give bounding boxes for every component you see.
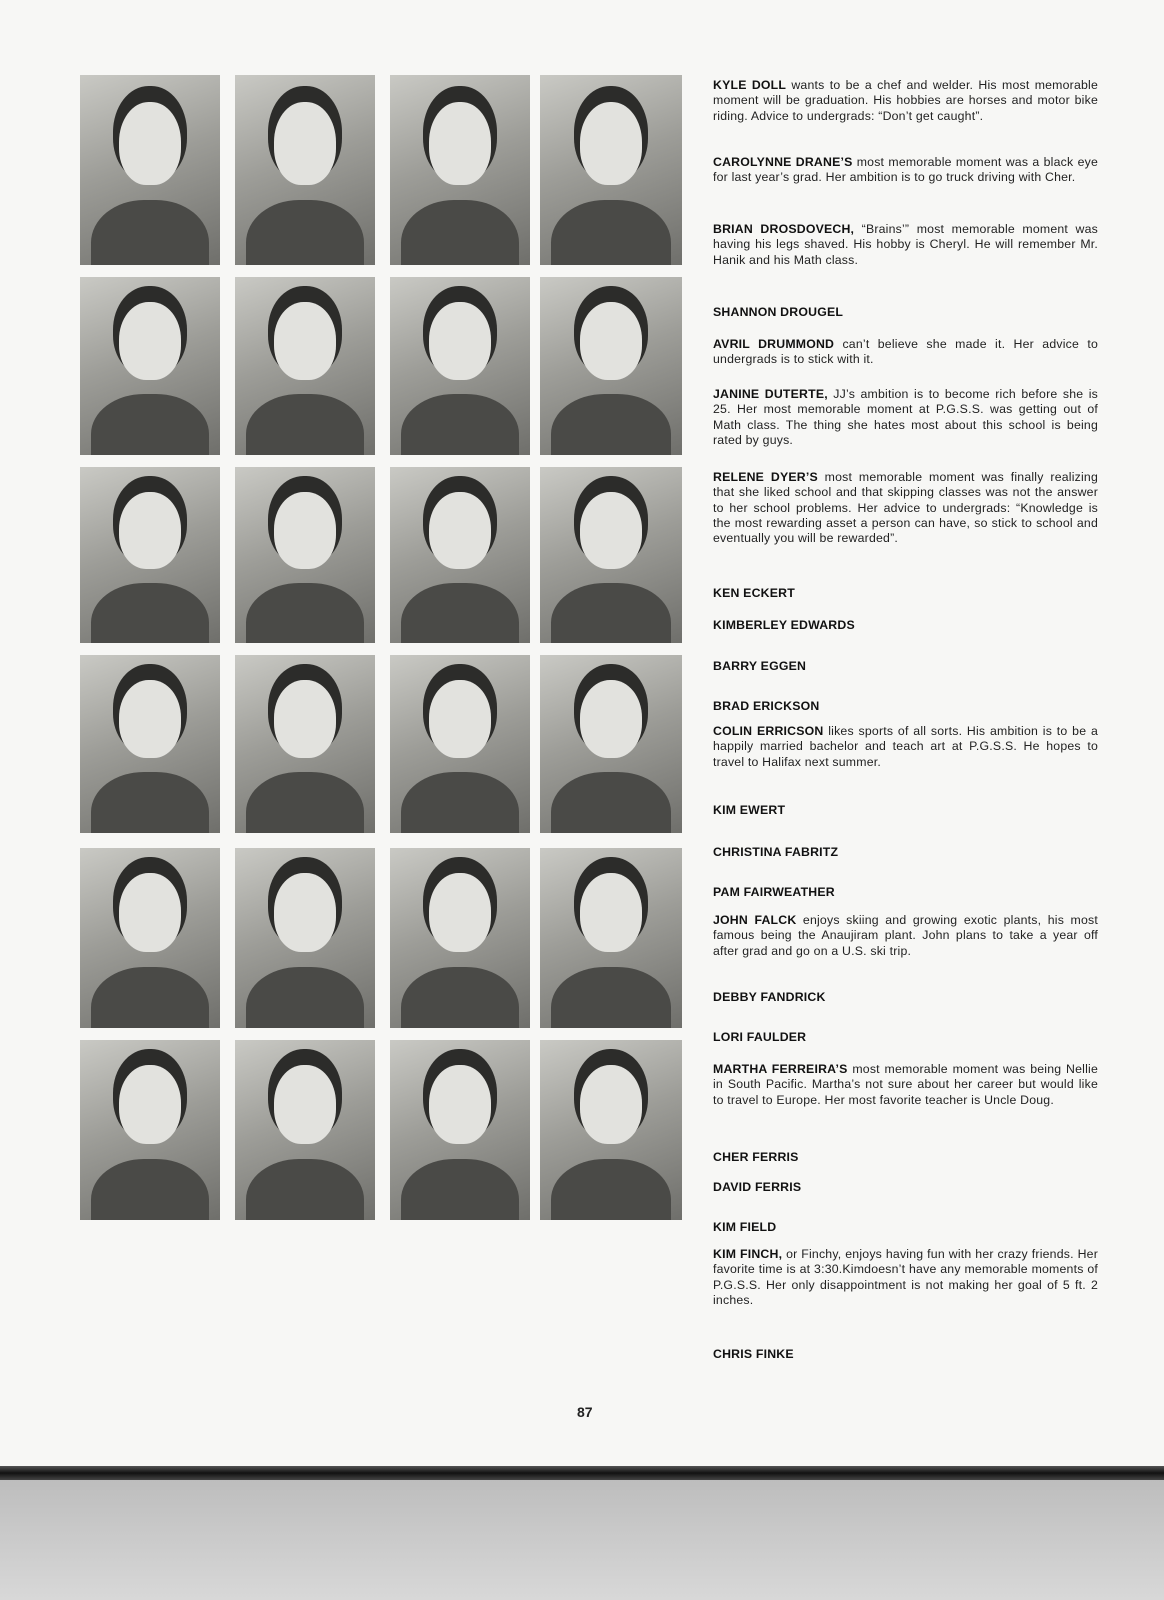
- student-portrait-photo: [390, 1040, 530, 1220]
- student-name: KIMBERLEY EDWARDS: [713, 618, 855, 632]
- student-portrait-photo: [540, 848, 682, 1028]
- student-portrait-photo: [540, 277, 682, 455]
- student-entry: [713, 155, 1098, 186]
- student-bio: JJ’s ambition is to become rich before she is 25. Her most memorable moment at P.G.S.S. was getting out of Math class. The thing she hates most about this school is being rated by guys.: [713, 387, 1099, 447]
- student-name: JANINE DUTERTE,: [713, 387, 828, 401]
- student-name: MARTHA FERREIRA’S: [713, 1062, 848, 1076]
- student-portrait-photo: [80, 467, 220, 643]
- student-name: CHRISTINA FABRITZ: [713, 845, 839, 859]
- student-entry: [713, 1062, 1098, 1108]
- student-entry: [713, 699, 1098, 714]
- student-portrait-photo: [390, 75, 530, 265]
- student-portrait-photo: [235, 655, 375, 833]
- student-entry: [713, 1220, 1098, 1235]
- student-portrait-photo: [235, 1040, 375, 1220]
- scanner-background: [0, 1480, 1164, 1600]
- student-bio: can’t believe she made it. Her advice to undergrads is to stick with it.: [713, 337, 1098, 367]
- student-portrait-photo: [235, 467, 375, 643]
- student-entry: [713, 1247, 1098, 1308]
- student-portrait-photo: [540, 467, 682, 643]
- student-name: PAM FAIRWEATHER: [713, 885, 835, 899]
- student-entry: [713, 1180, 1098, 1195]
- student-portrait-photo: [540, 75, 682, 265]
- student-bio: most memorable moment was finally realizing that she liked school and that skipping classes was not the answer to her school problems. Her advice to undergrads: “Knowledge is the most rewarding asset a person can have, so stick to school and eventually you will be rewarded”.: [713, 470, 1098, 546]
- student-entry: [713, 1150, 1098, 1165]
- student-entry: [713, 305, 1098, 320]
- student-name: DEBBY FANDRICK: [713, 990, 826, 1004]
- student-portrait-photo: [80, 75, 220, 265]
- student-name: SHANNON DROUGEL: [713, 305, 844, 319]
- student-portrait-photo: [80, 277, 220, 455]
- student-name: KIM FIELD: [713, 1220, 777, 1234]
- student-entry: [713, 618, 1098, 633]
- student-portrait-photo: [540, 1040, 682, 1220]
- student-entry: [713, 586, 1098, 601]
- student-portrait-photo: [80, 1040, 220, 1220]
- student-name: DAVID FERRIS: [713, 1180, 802, 1194]
- student-bio: “Brains’” most memorable moment was having his legs shaved. His hobby is Cheryl. He will remember Mr. Hanik and his Math class.: [713, 222, 1098, 267]
- student-portrait-photo: [540, 655, 682, 833]
- student-entry: [713, 990, 1098, 1005]
- student-portrait-photo: [80, 848, 220, 1028]
- student-name: KEN ECKERT: [713, 586, 795, 600]
- student-portrait-photo: [235, 277, 375, 455]
- student-name: BRIAN DROSDOVECH,: [713, 222, 855, 236]
- student-bio: most memorable moment was a black eye for last year’s grad. Her ambition is to go truck driving with Cher.: [713, 155, 1098, 185]
- student-name: CAROLYNNE DRANE’S: [713, 155, 853, 169]
- student-bio: enjoys skiing and growing exotic plants, his most famous being the Anaujiram plant. John plans to take a year off after grad and go on a U.S. ski trip.: [713, 913, 1098, 958]
- student-name: KIM EWERT: [713, 803, 786, 817]
- student-name: JOHN FALCK: [713, 913, 797, 927]
- student-portrait-photo: [390, 848, 530, 1028]
- student-name: RELENE DYER’S: [713, 470, 818, 484]
- student-portrait-photo: [390, 277, 530, 455]
- student-name: AVRIL DRUMMOND: [713, 337, 835, 351]
- student-bio: wants to be a chef and welder. His most memorable moment will be graduation. His hobbies are horses and motor bike riding. Advice to undergrads: “Don’t get caught”.: [713, 78, 1099, 123]
- student-name: CHER FERRIS: [713, 1150, 799, 1164]
- page-number: 87: [577, 1404, 593, 1420]
- student-entry: [713, 387, 1098, 448]
- student-entry: [713, 659, 1098, 674]
- student-portrait-photo: [235, 848, 375, 1028]
- student-entry: [713, 470, 1098, 546]
- student-entry: [713, 803, 1098, 818]
- student-name: CHRIS FINKE: [713, 1347, 794, 1361]
- student-name: BARRY EGGEN: [713, 659, 807, 673]
- student-entry: [713, 337, 1098, 368]
- student-portrait-photo: [80, 655, 220, 833]
- student-name: LORI FAULDER: [713, 1030, 807, 1044]
- student-name: BRAD ERICKSON: [713, 699, 820, 713]
- student-entry: [713, 845, 1098, 860]
- student-bio: likes sports of all sorts. His ambition is to be a happily married bachelor and teach art at P.G.S.S. He hopes to travel to Halifax next summer.: [713, 724, 1098, 769]
- student-name: KIM FINCH,: [713, 1247, 783, 1261]
- page-edge-shadow: [0, 1466, 1164, 1480]
- student-portrait-photo: [390, 467, 530, 643]
- student-bio: most memorable moment was being Nellie in South Pacific. Martha’s not sure about her career but would like to travel to Europe. Her most favorite teacher is Uncle Doug.: [713, 1062, 1098, 1107]
- student-name: COLIN ERRICSON: [713, 724, 824, 738]
- student-portrait-photo: [390, 655, 530, 833]
- student-entry: [713, 724, 1098, 770]
- student-entry: [713, 222, 1098, 268]
- student-entry: [713, 1347, 1098, 1362]
- student-entry: [713, 913, 1098, 959]
- student-name: KYLE DOLL: [713, 78, 787, 92]
- student-entry: [713, 885, 1098, 900]
- student-entry: [713, 78, 1098, 124]
- student-entry: [713, 1030, 1098, 1045]
- student-portrait-photo: [235, 75, 375, 265]
- student-bio: or Finchy, enjoys having fun with her crazy friends. Her favorite time is at 3:30.Kimdoesn’t have any memorable moments of P.G.S.S. Her only disappointment is not making her goal of 5 ft. 2 inches.: [713, 1247, 1098, 1307]
